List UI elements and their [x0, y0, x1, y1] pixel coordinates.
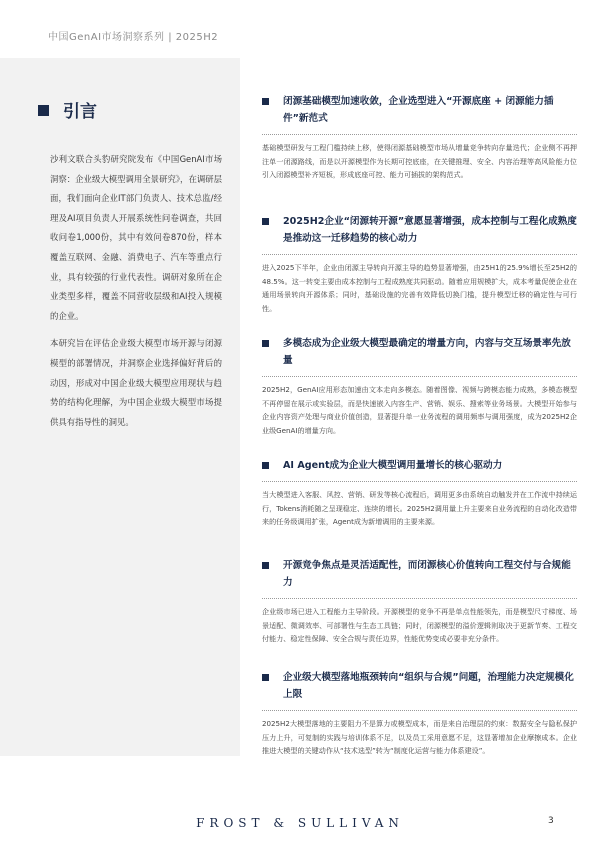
finding-heading [262, 213, 577, 247]
intro-body [50, 150, 222, 440]
dotted-divider [262, 710, 577, 711]
finding-heading [262, 93, 577, 127]
finding-section [262, 557, 577, 669]
report-series-title: 中国GenAI市场洞察系列 | 2025H2 [48, 32, 219, 43]
square-bullet-icon [262, 218, 269, 225]
dotted-divider [262, 481, 577, 482]
finding-section [262, 669, 577, 758]
finding-heading [262, 457, 577, 474]
finding-body: 当大模型进入客服、风控、营销、研发等核心流程后，调用更多由系统自动触发并在工作流中持续运行，Tokens消耗随之呈现稳定、连续的增长。2025H2调用量上升主要来自业务流程的自动化改造带来的任务级调用扩张，Agent成为新增调用的主要来源。 [262, 490, 577, 527]
square-bullet-icon [262, 98, 269, 105]
square-bullet-icon [262, 674, 269, 681]
finding-heading [262, 557, 577, 591]
finding-title: 开源竞争焦点是灵活适配性，而闭源核心价值转向工程交付与合规能力 [283, 560, 571, 588]
page-number: 3 [548, 816, 554, 826]
finding-title: 闭源基础模型加速收敛，企业选型进入“开源底座 + 闭源能力插件”新范式 [283, 96, 554, 124]
intro-paragraph: 本研究旨在评估企业级大模型市场开源与闭源模型的部署情况，并洞察企业选择偏好背后的动因，形成对中国企业级大模型应用现状与趋势的结构化理解，为中国企业级大模型市场提供具有指导性的洞见。 [50, 338, 222, 427]
finding-title: 2025H2企业“闭源转开源”意愿显著增强，成本控制与工程化成熟度是推动这一迁移趋势的核心动力 [283, 216, 577, 244]
finding-body: 2025H2，GenAI应用形态加速由文本走向多模态。随着图像、视频与跨模态能力成熟，多模态模型不再停留在展示或实验层，而是快速嵌入内容生产、营销、娱乐、搜索等业务场景。大模型开始参与企业内容资产处理与商业价值创造，显著提升单一业务流程的调用频率与调用强度，成为2025H2企业级GenAI的增量方向。 [262, 385, 577, 435]
dotted-divider [262, 598, 577, 599]
finding-title: AI Agent成为企业大模型调用量增长的核心驱动力 [283, 460, 503, 471]
dotted-divider [262, 254, 577, 255]
square-bullet-icon [262, 562, 269, 569]
finding-heading [262, 335, 577, 369]
square-bullet-icon [262, 340, 269, 347]
dotted-divider [262, 376, 577, 377]
page-header [0, 0, 600, 58]
finding-body: 基础模型研发与工程门槛持续上移，使得闭源基础模型市场从增量竞争转向存量迭代；企业侧不再押注单一闭源路线，而是以开源模型作为长期可控底座，在关键推理、安全、内容治理等高风险能力位引入闭源模型补齐短板，形成底座可控、能力可插拔的架构范式。 [262, 143, 577, 180]
intro-heading [38, 97, 97, 122]
intro-paragraph: 沙利文联合头豹研究院发布《中国GenAI市场洞察：企业级大模型调用全景研究》，在调研层面，我们面向企业IT部门负责人、技术总监/经理及AI项目负责人开展系统性问卷调查，共回收问卷1,000份，其中有效问卷870份，样本覆盖互联网、金融、消费电子、汽车等重点行业，具有较强的行业代表性。调研对象所在企业类型多样，覆盖不同营收层级和AI投入规模的企业。 [50, 154, 222, 321]
finding-section [262, 335, 577, 457]
finding-title: 企业级大模型落地瓶颈转向“组织与合规”问题，治理能力决定规模化上限 [283, 672, 574, 700]
finding-section [262, 93, 577, 213]
finding-title: 多模态成为企业级大模型最确定的增量方向，内容与交互场景率先放量 [283, 338, 571, 366]
finding-body: 2025H2大模型落地的主要阻力不是算力或模型成本，而是来自治理层的约束：数据安全与隐私保护压力上升，可复制的实践与培训体系不足，以及员工采用意愿不足，这显著增加企业摩擦成本。企业推进大模型的关键动作从“技术选型”转为“制度化运营与能力体系建设”。 [262, 719, 577, 756]
dotted-divider [262, 134, 577, 135]
square-bullet-icon [262, 462, 269, 469]
findings-column [262, 93, 577, 758]
finding-section [262, 457, 577, 557]
finding-section [262, 213, 577, 335]
frost-sullivan-logo: FROST & SULLIVAN [196, 816, 404, 830]
finding-heading [262, 669, 577, 703]
finding-body: 进入2025下半年，企业由闭源主导转向开源主导的趋势显著增强，由25H1的25.9%增长至25H2的48.5%。这一转变主要由成本控制与工程成熟度共同驱动。随着应用规模扩大，成本考量促使企业在通用场景转向开源体系；同时，基础设施的完善有效降低切换门槛，提升模型迁移的确定性与可行性。 [262, 263, 577, 313]
finding-body: 企业级市场已进入工程能力主导阶段。开源模型的竞争不再是单点性能领先，而是模型尺寸梯度、场景适配、微调效率、可部署性与生态工具链；同时，闭源模型的溢价逻辑则取决于更新节奏、工程交付能力、稳定性保障、安全合规与责任边界，性能优势变成必要非充分条件。 [262, 607, 577, 644]
square-bullet-icon [38, 105, 49, 116]
intro-heading-text: 引言 [63, 102, 97, 122]
